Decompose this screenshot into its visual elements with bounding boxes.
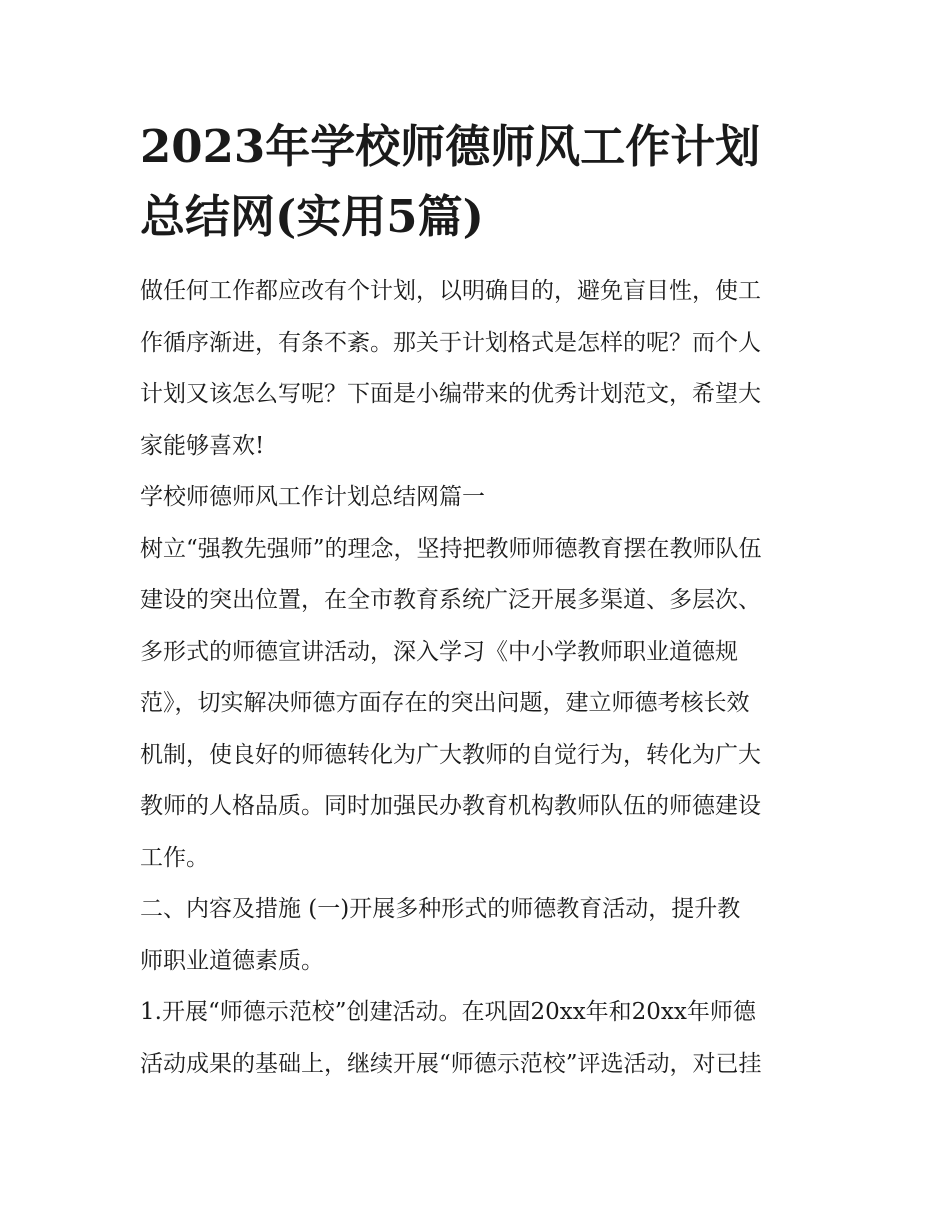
- title-line-1: 2023年学校师德师风工作计划: [140, 120, 761, 173]
- body-line: 树立“强教先强师”的理念，坚持把教师师德教育摆在教师队伍: [140, 535, 762, 562]
- body-line: 活动成果的基础上，继续开展“师德示范校”评选活动，对已挂: [140, 1050, 762, 1077]
- body-line: 二、内容及措施 (一)开展多种形式的师德教育活动，提升教: [140, 896, 741, 922]
- document-page: [140, 112, 820, 1090]
- body-line: 工作。: [140, 844, 209, 871]
- body-line: 师职业道德素质。: [140, 947, 324, 974]
- title-line-2: 总结网(实用5篇): [140, 190, 484, 243]
- body-line: 家能够喜欢!: [140, 432, 265, 459]
- body-line: 1.开展“师德示范校”创建活动。在巩固20xx年和20xx年师德: [140, 999, 756, 1025]
- document-body: [140, 266, 820, 1090]
- body-line: 做任何工作都应改有个计划，以明确目的，避免盲目性，使工: [140, 278, 761, 304]
- body-line: 范》，切实解决师德方面存在的突出问题，建立师德考核长效: [140, 690, 750, 716]
- body-line: 机制，使良好的师德转化为广大教师的自觉行为，转化为广大: [140, 741, 761, 768]
- body-line: 教师的人格品质。同时加强民办教育机构教师队伍的师德建设: [140, 793, 761, 819]
- body-line: 建设的突出位置，在全市教育系统广泛开展多渠道、多层次、: [140, 587, 761, 613]
- section-heading: 学校师德师风工作计划总结网篇一: [140, 484, 485, 510]
- document-title: [140, 112, 820, 252]
- body-line: 多形式的师德宣讲活动，深入学习《中小学教师职业道德规: [140, 638, 738, 665]
- body-line: 计划又该怎么写呢？下面是小编带来的优秀计划范文，希望大: [140, 381, 761, 407]
- body-line: 作循序渐进，有条不紊。那关于计划格式是怎样的呢？而个人: [140, 329, 761, 356]
